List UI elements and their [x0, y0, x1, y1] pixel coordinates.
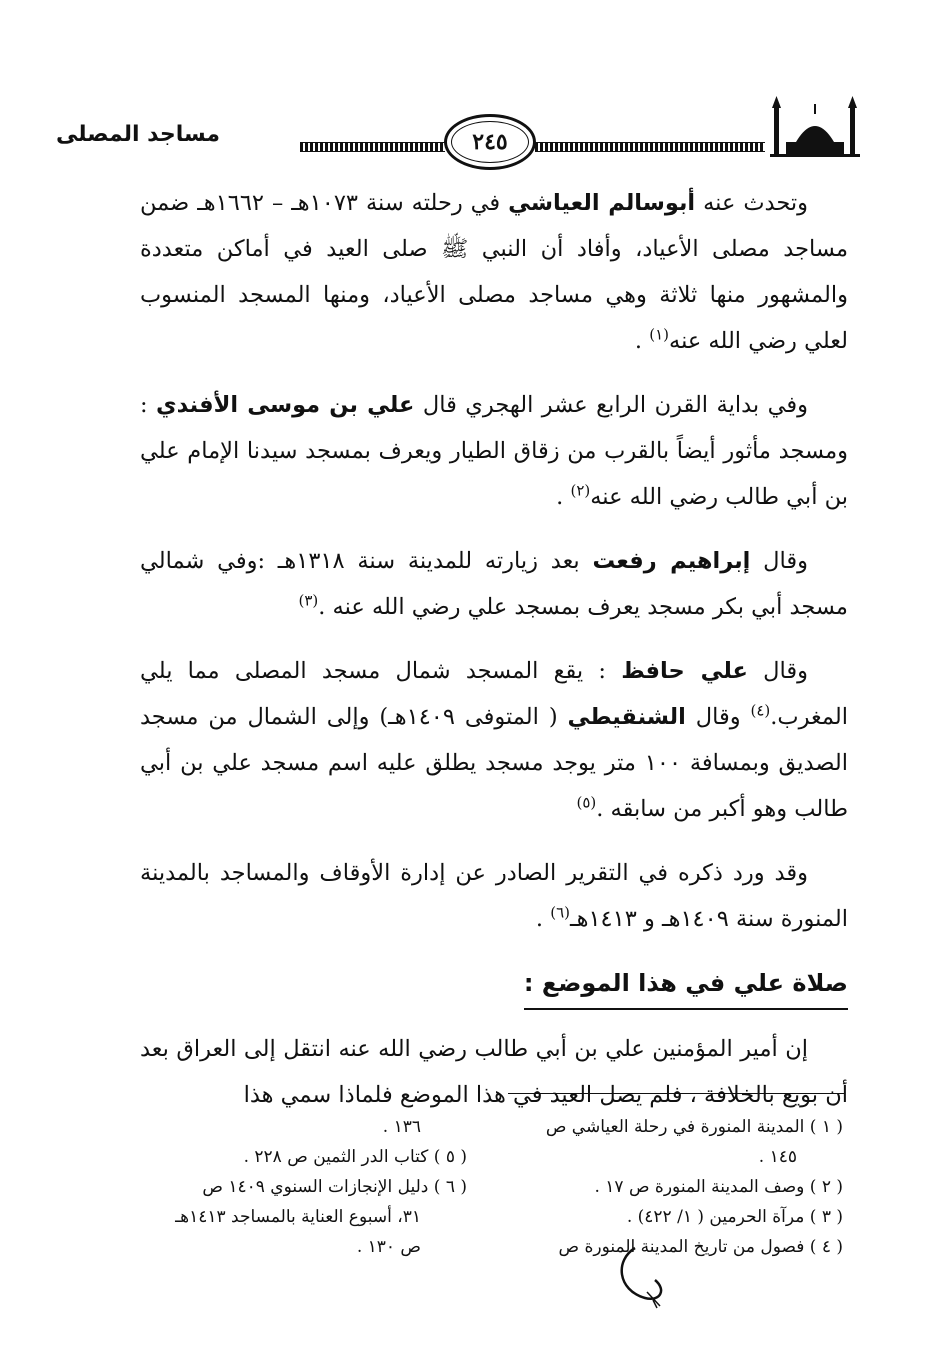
footnotes-left-column [137, 1112, 467, 1262]
footnote-2: ( ٢ ) وصف المدينة المنورة ص ١٧ . [594, 1177, 843, 1197]
paragraph-text: وقال [685, 704, 751, 730]
paragraph-text: وقال [747, 658, 808, 684]
footnote-ref[interactable]: (٣) [298, 591, 319, 610]
footnote-3: ( ٣ ) مرآة الحرمين ( ١/ ٤٢٢) . [626, 1207, 843, 1227]
footnote-ref[interactable]: (٦) [550, 903, 570, 922]
section-heading-text: صلاة علي في هذا الموضع : [524, 960, 848, 1010]
paragraph-text: . [535, 906, 551, 932]
paragraph-text: وتحدث عنه [695, 190, 808, 216]
running-title: مساجد المصلى [56, 122, 220, 147]
section-heading [140, 960, 848, 1010]
mosque-minarets-icon [770, 92, 860, 162]
header-ornament-left [300, 142, 445, 152]
paragraph-text: ( المتوفى ١٤٠٩هـ) وإلى الشمال من مسجد الصديق وبمسافة ١٠٠ متر يوجد مسجد يطلق عليه اسم مسجد علي بن أبي طالب وهو أكبر من سابقه . [140, 704, 848, 822]
footnote-4-continued: ١٣٦ . [382, 1117, 421, 1137]
paragraph-section-intro: إن أمير المؤمنين علي بن أبي طالب رضي الله عنه انتقل إلى العراق بعد أن بويع بالخلافة ، فلم يصل العيد في هذا الموضع فلماذا سمي هذا [140, 1036, 848, 1108]
footnote-6: ( ٦ ) دليل الإنجازات السنوي ١٤٠٩ ص [202, 1177, 467, 1197]
footnote-1-continued: ١٤٥ . [758, 1147, 797, 1167]
page-number-oval [444, 114, 536, 170]
footnote-divider [508, 1093, 844, 1094]
person-name: إبراهيم رفعت [592, 548, 751, 574]
footnote-4: ( ٤ ) فصول من تاريخ المدينة المنورة ص [558, 1237, 843, 1257]
paragraph-afandi [140, 382, 848, 520]
paragraph-ayyashi [140, 180, 848, 364]
person-name: الشنقيطي [567, 704, 686, 730]
footnote-5: ( ٥ ) كتاب الدر الثمين ص ٢٢٨ . [243, 1147, 467, 1167]
pen-mark-icon [605, 1240, 685, 1310]
paragraph-report [140, 850, 848, 942]
footnote-ref[interactable]: (٥) [576, 793, 597, 812]
footnote-6-continued-2: ص ١٣٠ . [356, 1237, 421, 1257]
paragraph-text: : يقع المسجد شمال مسجد المصلى مما يلي المغرب. [140, 658, 848, 730]
person-name: علي بن موسى الأفندي [156, 392, 415, 418]
footnote-ref[interactable]: (٢) [570, 481, 591, 500]
header-ornament-right [535, 142, 765, 152]
paragraph-text: . [634, 328, 650, 354]
paragraph-text: . [556, 484, 571, 510]
footnote-ref[interactable]: (٤) [750, 701, 771, 720]
paragraph-text: بعد زيارته للمدينة سنة ١٣١٨هـ :وفي شمالي مسجد أبي بكر مسجد يعرف بمسجد علي رضي الله عنه . [140, 548, 848, 620]
footnote-1: ( ١ ) المدينة المنورة في رحلة العياشي ص [545, 1117, 843, 1137]
footnote-ref[interactable]: (١) [649, 325, 669, 344]
paragraph-text: وفي بداية القرن الرابع عشر الهجري قال [414, 392, 808, 418]
person-name: علي حافظ [621, 658, 748, 684]
page-header [56, 92, 860, 182]
paragraph-text: وقال [750, 548, 808, 574]
person-name: أبوسالم العياشي [508, 190, 696, 216]
paragraph-text: وقد ورد ذكره في التقرير الصادر عن إدارة الأوقاف والمساجد بالمدينة المنورة سنة ١٤٠٩هـ و ١٤١٣هـ [140, 860, 848, 932]
main-text [140, 180, 848, 1136]
footnote-6-continued: ٣١، أسبوع العناية بالمساجد ١٤١٣هـ [175, 1207, 421, 1227]
paragraph-hafiz [140, 648, 848, 832]
paragraph-text: في رحلته سنة ١٠٧٣هـ – ١٦٦٢هـ ضمن مساجد مصلى الأعياد، وأفاد أن النبي ﷺ صلى العيد في أماكن متعددة والمشهور منها ثلاثة وهي مساجد مصلى الأعياد، ومنها المسجد المنسوب لعلي رضي الله عنه [140, 190, 848, 354]
paragraph-text: : ومسجد مأثور أيضاً بالقرب من زقاق الطيار ويعرف بمسجد سيدنا الإمام علي بن أبي طالب رضي الله عنه [140, 392, 848, 510]
page-number: ٢٤٥ [472, 129, 508, 155]
paragraph-rifaat [140, 538, 848, 630]
